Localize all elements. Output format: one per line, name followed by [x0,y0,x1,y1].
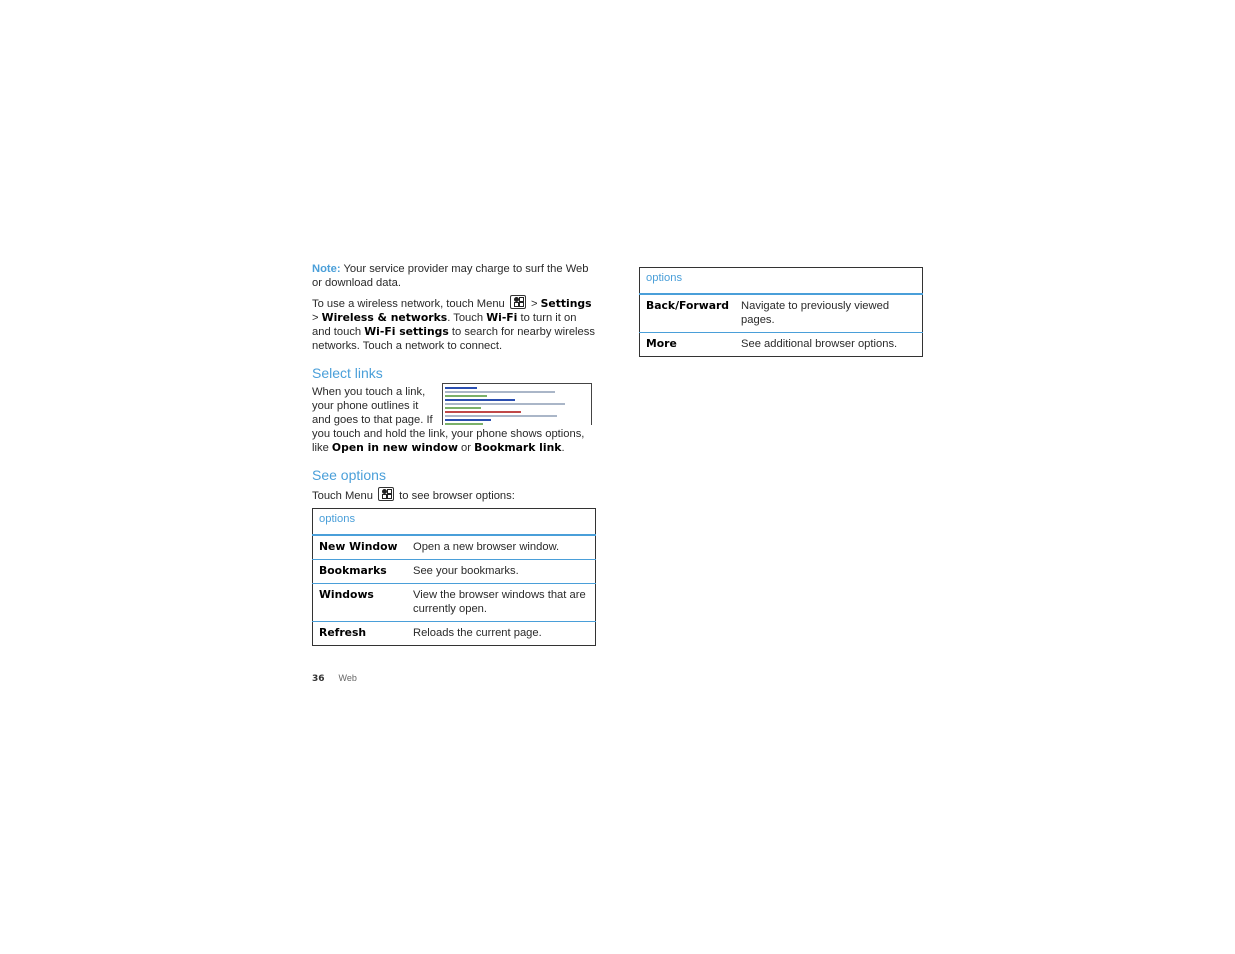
option-name: Bookmarks [319,564,387,577]
left-column [312,262,596,646]
table-row [313,535,596,560]
table-header-row [313,509,596,536]
select-links-text-1: When you touch a link, your phone outlines it and goes to that page. If you touch and hold the link, your phone shows options, like [312,386,585,454]
settings-term: Settings [540,297,592,310]
select-links-text-3: . [561,442,565,454]
options-table-right [639,267,923,357]
page-footer [312,673,357,684]
option-description: See additional browser options. [735,333,922,357]
see-options-text-1: Touch Menu [312,490,377,502]
option-description: See your bookmarks. [407,560,596,584]
options-table-left [312,508,596,646]
option-description: Reloads the current page. [407,622,596,646]
option-description: Open a new browser window. [407,535,596,560]
see-options-heading: See options [312,467,386,483]
right-column [639,267,923,357]
wireless-text-3: > [312,312,322,324]
bookmark-link-term: Bookmark link [474,441,562,454]
select-links-heading: Select links [312,365,383,381]
page-number: 36 [312,674,325,684]
wireless-text-5: to turn it on and touch [312,312,577,338]
option-name: Refresh [319,626,367,639]
see-options-text-2: to see browser options: [396,490,515,502]
option-description: Navigate to previously viewed pages. [735,294,922,333]
menu-key-icon [378,487,394,501]
note-text: Your service provider may charge to surf the Web or download data. [312,263,589,289]
table-row [313,560,596,584]
select-links-text-2: or [457,442,475,454]
wireless-networks-term: Wireless & networks [321,311,448,324]
open-new-window-term: Open in new window [331,441,458,454]
wireless-paragraph [312,295,596,353]
option-name: New Window [319,540,398,553]
table-header: options [313,509,596,536]
wireless-text-1: To use a wireless network, touch Menu [312,298,508,310]
wireless-text-6: to search for nearby wireless networks. Touch a network to connect. [312,326,595,352]
option-name: Back/Forward [646,299,730,312]
option-name: Windows [319,588,374,601]
option-name: More [646,337,677,350]
wireless-text-4: . Touch [447,312,487,324]
menu-key-icon [510,295,526,309]
select-links-paragraph [312,385,596,455]
table-header-row [640,268,923,295]
wifi-settings-term: Wi-Fi settings [364,325,449,338]
table-row [640,294,923,333]
wireless-text-2: > [527,298,541,310]
option-description: View the browser windows that are currently open. [407,584,596,622]
note-label: Note: [312,263,341,275]
note-paragraph [312,262,596,290]
table-row [313,584,596,622]
table-header: options [640,268,923,295]
section-name: Web [338,673,357,683]
wifi-term: Wi-Fi [486,311,518,324]
table-row [640,333,923,357]
table-row [313,622,596,646]
see-options-paragraph [312,487,596,503]
browser-screenshot-thumbnail [442,383,592,425]
